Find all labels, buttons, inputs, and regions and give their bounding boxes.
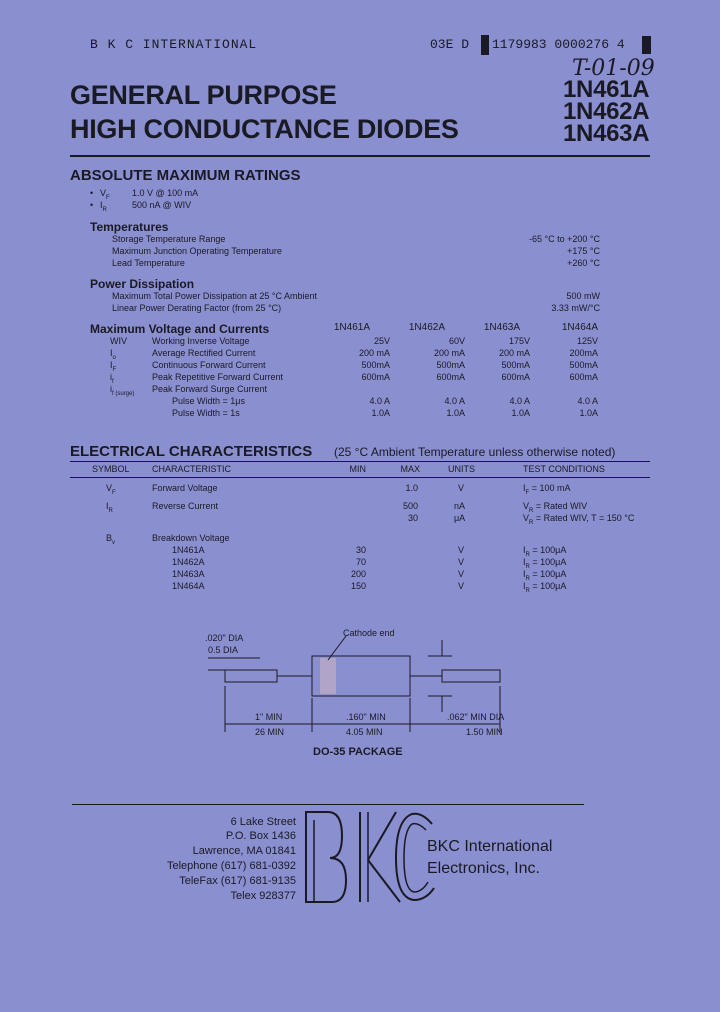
abs-max-bullets: [90, 188, 510, 212]
bullet-row: • $I_R$ 500 nA @ WIV: [90, 200, 192, 213]
brand-name-line-1: BKC International: [427, 838, 553, 855]
temperatures-table: [112, 234, 600, 270]
table-row: Maximum Total Power Dissipation at 25 °C Ambient 500 mW: [112, 291, 600, 301]
table-row: $B_v$ Breakdown Voltage: [106, 533, 230, 546]
elec-rule-top: [70, 461, 650, 462]
cathode-label: Cathode end: [343, 628, 395, 638]
table-row: $I_o$ Average Rectified Current 200 mA 200 mA 200 mA 200mA: [110, 348, 598, 361]
lead-dia-mm: 0.5 DIA: [208, 645, 239, 655]
handwritten-code: T-01-09: [572, 56, 655, 81]
table-row: 1N463A 200 V $I_R = 100\mu A$: [172, 569, 567, 582]
temperatures-heading: Temperatures: [90, 220, 169, 234]
part-number-1: 1N461A: [563, 76, 650, 103]
part-number-3: 1N463A: [563, 120, 650, 147]
title-line-2: HIGH CONDUCTANCE DIODES: [70, 114, 459, 144]
table-row: 1N461A 30 V $I_R = 100\mu A$: [172, 545, 567, 558]
bullet-value: 500 nA @ WIV: [132, 200, 192, 210]
body-length-inch: .160" MIN: [346, 712, 386, 722]
company-stamp: B K C INTERNATIONAL: [90, 37, 258, 52]
table-row: Maximum Junction Operating Temperature +175 °C: [112, 246, 600, 256]
table-row: $i_{f (surge)}$ Peak Forward Surge Current: [110, 384, 268, 397]
voltage-heading: Maximum Voltage and Currents: [90, 322, 270, 336]
title-line-1: GENERAL PURPOSE: [70, 80, 337, 110]
cathode-band: [320, 658, 336, 694]
address-po-box: P.O. Box 1436: [225, 830, 296, 842]
elec-col-headers: SYMBOL CHARACTERISTIC MIN MAX UNITS TEST CONDITIONS: [92, 464, 605, 474]
barcode-bar-left: [481, 35, 489, 55]
voltage-col-headers: 1N461A 1N462A 1N463A 1N464A: [333, 322, 598, 333]
body-dia-inch: .062" MIN DIA: [447, 712, 505, 722]
doc-code-mid: 1179983 0000276 4: [492, 37, 625, 52]
bkc-logo-icon: [302, 808, 438, 906]
table-row: 30 μA $V_R$ = Rated WIV, T = 150 °C: [407, 513, 635, 526]
table-row: $i_f$ Peak Repetitive Forward Current 600mA 600mA 600mA 600mA: [110, 372, 598, 385]
address-telex: Telex 928377: [230, 890, 296, 902]
table-row: 1N462A 70 V $I_R = 100\mu A$: [172, 557, 567, 570]
bullet-symbol: $V_F$: [100, 188, 110, 201]
package-name: DO-35 PACKAGE: [313, 746, 403, 758]
elec-heading: ELECTRICAL CHARACTERISTICS: [70, 443, 313, 460]
title-rule: [70, 155, 650, 157]
bullet-value: 1.0 V @ 100 mA: [132, 188, 199, 198]
brand-name-line-2: Electronics, Inc.: [427, 860, 540, 877]
bullet-row: • $V_F$ 1.0 V @ 100 mA: [90, 188, 199, 201]
table-row: Pulse Width = 1μs 4.0 A 4.0 A 4.0 A 4.0 A: [172, 396, 598, 406]
body-length-mm: 4.05 MIN: [346, 727, 383, 737]
elec-subheading: (25 °C Ambient Temperature unless otherwise noted): [334, 445, 616, 459]
lead-left: [225, 670, 277, 682]
lead-dia-inch: .020" DIA: [205, 633, 244, 643]
power-heading: Power Dissipation: [90, 277, 195, 291]
power-table: [112, 291, 600, 315]
table-row: $I_R$ Reverse Current 500 nA $V_R$ = Rated WIV: [106, 501, 588, 514]
lead-length-mm: 26 MIN: [255, 727, 285, 737]
address-fax: TeleFax (617) 681-9135: [179, 875, 296, 887]
table-row: 1N464A 150 V $I_R = 100\mu A$: [172, 581, 567, 594]
elec-table: [70, 483, 650, 593]
barcode-bar-right: [642, 36, 651, 54]
table-row: WIV Working Inverse Voltage 25V 60V 175V 125V: [110, 336, 598, 346]
table-row: Pulse Width = 1s 1.0A 1.0A 1.0A 1.0A: [172, 408, 598, 418]
lead-right: [442, 670, 500, 682]
body-dia-mm: 1.50 MIN: [466, 727, 503, 737]
table-row: Lead Temperature +260 °C: [112, 258, 600, 268]
bullet-symbol: $I_R$: [100, 200, 107, 213]
table-row: Linear Power Derating Factor (from 25 °C) 3.33 mW/°C: [112, 303, 600, 313]
footer-rule: [72, 804, 584, 805]
table-row: $I_F$ Continuous Forward Current 500mA 500mA 500mA 500mA: [110, 360, 598, 373]
doc-code-left: 03E D: [430, 37, 470, 52]
abs-max-heading: ABSOLUTE MAXIMUM RATINGS: [70, 167, 301, 184]
part-number-2: 1N462A: [563, 98, 650, 125]
voltage-table: [110, 336, 600, 420]
lead-length-inch: 1" MIN: [255, 712, 283, 722]
address-city: Lawrence, MA 01841: [192, 845, 296, 857]
address-street: 6 Lake Street: [230, 816, 296, 828]
address-phone: Telephone (617) 681-0392: [166, 860, 296, 872]
elec-rule-header: [70, 477, 650, 478]
table-row: Storage Temperature Range -65 °C to +200 °C: [112, 234, 600, 244]
table-row: $V_F$ Forward Voltage 1.0 V $I_F = 100$ mA: [106, 483, 571, 496]
